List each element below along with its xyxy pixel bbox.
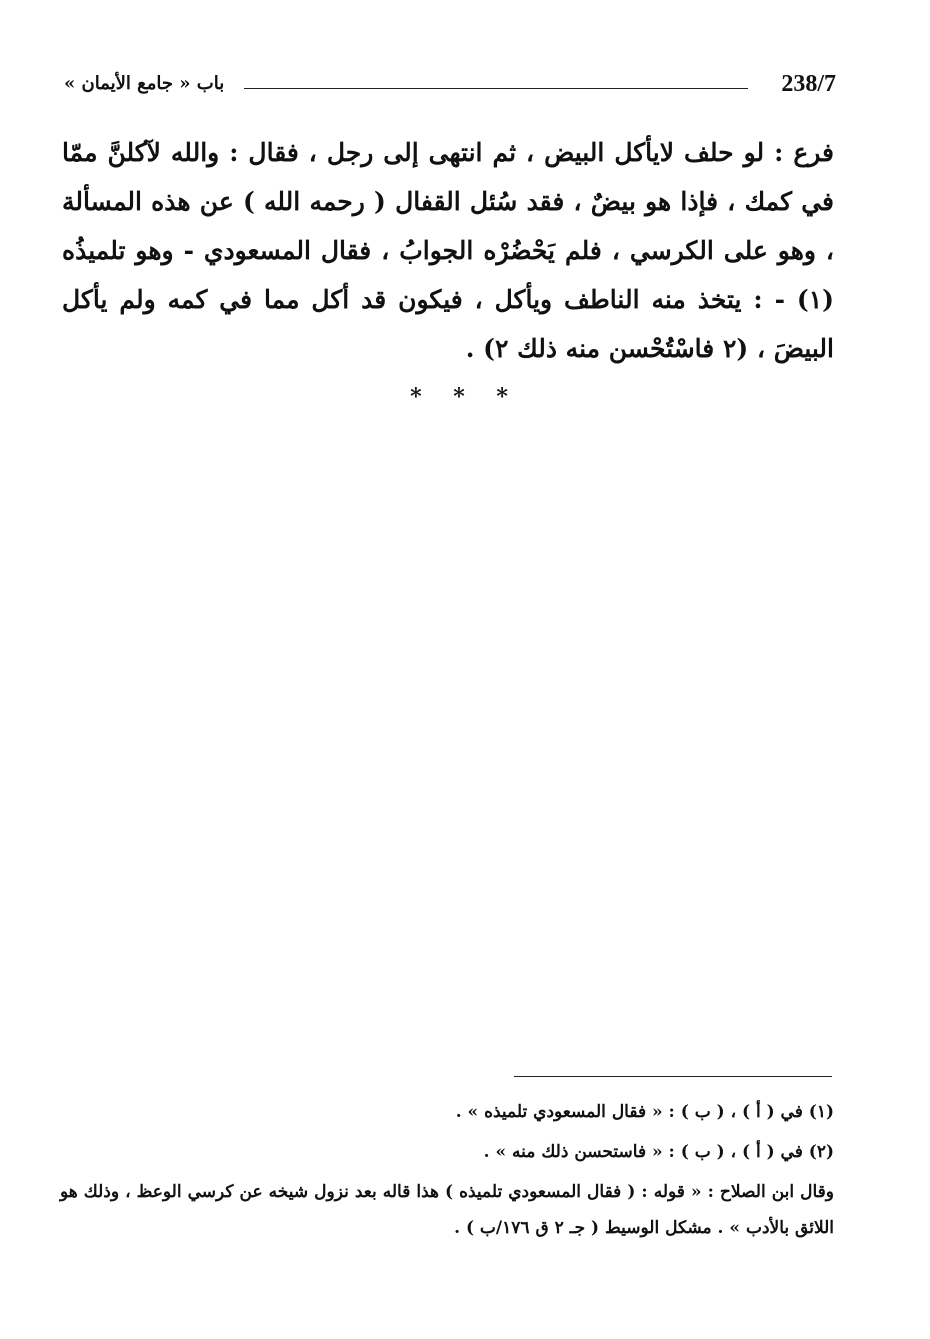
footnote-commentary: وقال ابن الصلاح : « قوله : ( فقال المسعودي تلميذه ) هذا قاله بعد نزول شيخه عن كرسي الوعظ ، وذلك هو اللائق بالأدب » . مشكل الوسيط ( جـ ٢ ق ١٧٦/ب ) . xyxy=(60,1182,834,1238)
main-paragraph: فرع : لو حلف لايأكل البيض ، ثم انتهى إلى رجل ، فقال : والله لآكلنَّ ممّا في كمك ، فإذا هو بيضٌ ، فقد سُئل القفال ( رحمه الله ) عن هذه المسألة ، وهو على الكرسي ، فلم يَحْضُرْه الجوابُ ، فقال المسعودي - وهو تلميذُه (١) - : يتخذ منه الناطف ويأكل ، فيكون قد أكل مما في كمه ولم يأكل البيضَ ، (٢ فاسْتُحْسن منه ذلك ٢) . xyxy=(62,138,834,363)
page-number: 238/7 xyxy=(781,71,836,97)
footnote-1: (١) في ( أ ) ، ( ب ) : « فقال المسعودي تلميذه » . xyxy=(455,1102,834,1122)
section-separator: * * * xyxy=(410,384,520,410)
running-header xyxy=(64,66,836,102)
footnote-rule xyxy=(514,1076,832,1077)
chapter-title: باب « جامع الأيمان » xyxy=(64,73,225,94)
header-rule xyxy=(244,88,748,89)
footnote-2: (٢) في ( أ ) ، ( ب ) : « فاستحسن ذلك منه » . xyxy=(483,1142,834,1162)
footnotes xyxy=(60,1094,834,1250)
